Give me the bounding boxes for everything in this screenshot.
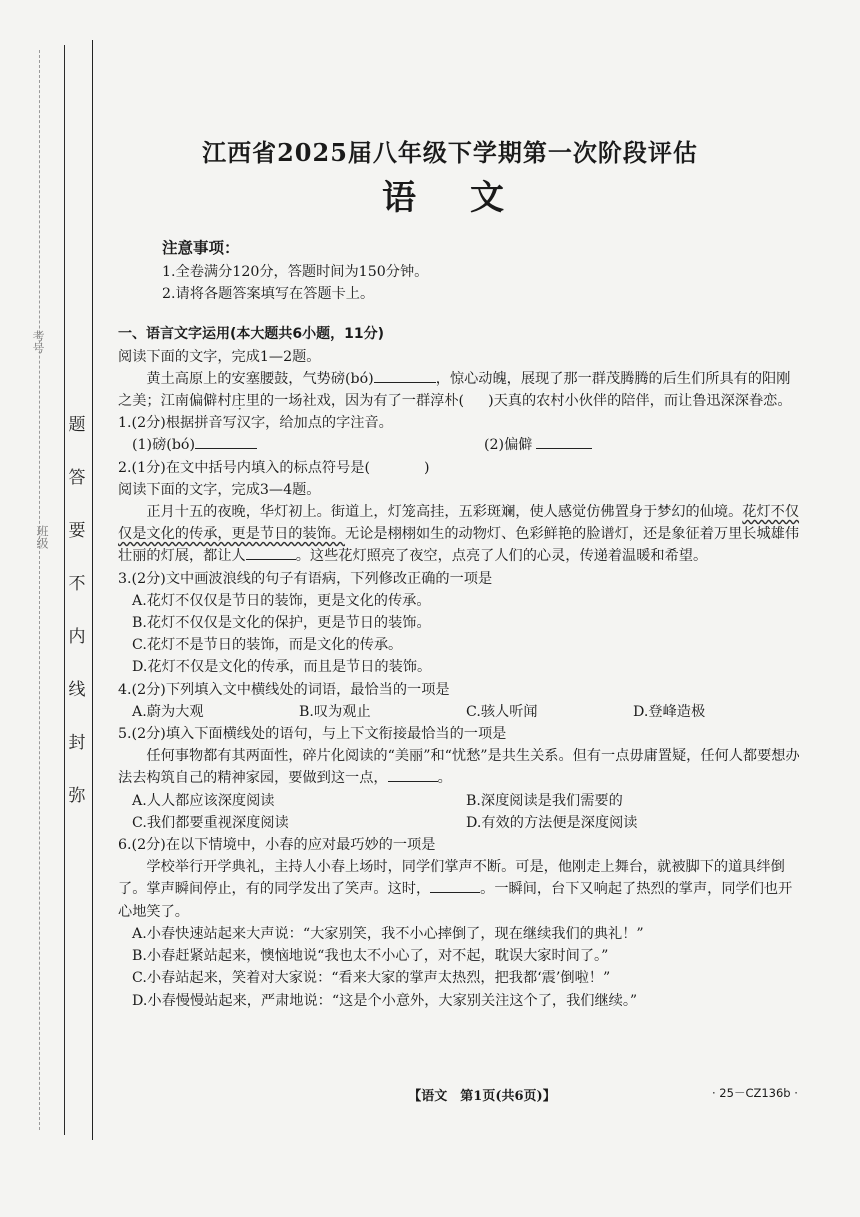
dotted-char: 僻 · — [203, 393, 217, 409]
blank — [388, 767, 438, 782]
blank — [195, 434, 257, 449]
passage-text: 黄土高原上的安塞腰鼓，气势磅(bó) — [146, 370, 374, 387]
exam-code: · 25－CZ136b · — [712, 1086, 798, 1100]
q5-options-row1 — [118, 790, 800, 812]
passage-1 — [118, 368, 800, 412]
passage-2 — [118, 501, 800, 568]
section-heading: 一、语言文字运用(本大题共6小题，11分) — [118, 326, 385, 343]
q6-passage — [118, 856, 800, 923]
seal-text — [64, 410, 90, 806]
passage-text: 无论是栩栩如生的动物灯、色彩鲜艳的脸谱灯，还是象征着万里长城雄伟壮丽的灯展，都让人 — [118, 526, 800, 565]
q2-text: 2.(1分)在文中括号内填入的标点符号是( — [118, 459, 370, 476]
q1-part-a: (1)磅(bó) — [132, 437, 195, 454]
binding-label-exam-number: 考号 — [31, 330, 45, 354]
question-1-stem: 1.(2分)根据拼音写汉字，给加点的字注音。 — [118, 415, 393, 432]
question-4-stem: 4.(2分)下列填入文中横线处的词语，最恰当的一项是 — [118, 681, 450, 698]
q4-option: A.蔚为大观 — [132, 703, 204, 720]
notice-heading: 注意事项： — [162, 238, 240, 257]
seal-char: 内 — [68, 627, 86, 647]
blank — [536, 434, 592, 449]
q3-option: B.花灯不仅仅是文化的保护，更是节日的装饰。 — [132, 615, 431, 632]
blank — [374, 368, 436, 383]
question-3-stem: 3.(2分)文中画波浪线的句子有语病，下列修改正确的一项是 — [118, 570, 493, 587]
q3-option: A.花灯不仅仅是节日的装饰，更是文化的传承。 — [132, 592, 431, 609]
q5-option: A.人人都应该深度阅读 — [132, 792, 275, 809]
passage-text: 正月十五的夜晚，华灯初上。街道上，灯笼高挂，五彩斑斓，使人感觉仿佛置身于梦幻的仙境。 — [146, 504, 743, 521]
seal-char: 弥 — [68, 786, 86, 806]
reading-intro-1: 阅读下面的文字，完成1—2题。 — [118, 348, 321, 365]
passage-text: 村庄里的一场社戏，因为有了一群淳朴( — [217, 393, 465, 410]
seal-char: 封 — [68, 733, 86, 753]
passage-text: ，惊心动魄，展现了那一群茂腾腾的后生们所具有的阳刚之美；江南偏 — [118, 370, 791, 410]
blank — [246, 545, 296, 560]
question-2-stem — [118, 457, 800, 479]
passage-text: 。这些花灯照亮了夜空，点亮了人们的心灵，传递着温暖和希望。 — [295, 548, 708, 565]
q5-passage — [118, 745, 800, 789]
passage-text: 任何事物都有其两面性，碎片化阅读的“美丽”和“忧愁”是共生关系。但有一点毋庸置疑，任何人都要想办法去构筑自己的精神家园，要做到这一点， — [118, 748, 800, 787]
q2-close: ) — [423, 459, 430, 476]
q1-part-b: (2)偏僻 — [484, 437, 533, 454]
question-5-stem: 5.(2分)填入下面横线处的语句，与上下文衔接最恰当的一项是 — [118, 726, 507, 743]
seal-char: 要 — [68, 521, 86, 541]
question-1-parts — [118, 434, 800, 456]
q3-option: C.花灯不是节日的装饰，而是文化的传承。 — [132, 637, 403, 654]
seal-char: 线 — [68, 680, 86, 700]
q6-option: D.小春慢慢站起来，严肃地说：“这是个小意外，大家别关注这个了，我们继续。” — [132, 992, 638, 1009]
passage-text: )天真的农村小伙伴的陪伴，而让鲁迅深深眷恋。 — [488, 393, 792, 410]
q4-options — [118, 701, 800, 723]
seal-char: 不 — [68, 574, 86, 594]
q4-option: C.骇人听闻 — [466, 703, 538, 720]
q3-option: D.花灯不仅是文化的传承，而且是节日的装饰。 — [132, 659, 432, 676]
passage-text: 。一瞬间，台下又响起了热烈的掌声，同学们也开心地笑了。 — [118, 881, 793, 920]
exam-content — [118, 235, 800, 1012]
passage-text: 学校举行开学典礼，主持人小春上场时，同学们掌声不断。可是，他刚走上舞台，就被脚下的道具绊倒了。掌声瞬间停止，有的同学发出了笑声。这时， — [118, 859, 785, 898]
q4-option: B.叹为观止 — [299, 703, 371, 720]
q5-option: D.有效的方法便是深度阅读 — [466, 814, 638, 831]
q5-options-row2 — [118, 812, 800, 834]
exam-title: 江西省2025届八年级下学期第一次阶段评估 — [202, 138, 698, 167]
notice-item: 1.全卷满分120分，答题时间为150分钟。 — [162, 264, 429, 280]
page-number: 【语文 第1页(共6页)】 — [408, 1089, 556, 1104]
q5-option: B.深度阅读是我们需要的 — [466, 792, 623, 809]
seal-char: 答 — [68, 468, 86, 488]
q6-option: C.小春站起来，笑着对大家说：“看来大家的掌声太热烈，把我都‘震’倒啦！” — [132, 970, 611, 987]
wavy-sentence: 花灯不仅仅是文化的传承，更是节日的装饰。 — [118, 504, 800, 543]
q4-option: D.登峰造极 — [633, 703, 706, 720]
q6-option: B.小春赶紧站起来，懊恼地说“我也太不小心了，对不起，耽误大家时间了。” — [132, 948, 609, 965]
subject-title: 语文 — [382, 178, 558, 218]
blank — [430, 878, 480, 893]
question-6-stem: 6.(2分)在以下情境中，小春的应对最巧妙的一项是 — [118, 837, 436, 854]
q6-option: A.小春快速站起来大声说：“大家别笑，我不小心摔倒了，现在继续我们的典礼！” — [132, 925, 644, 942]
notice-item: 2.请将各题答案填写在答题卡上。 — [162, 286, 375, 303]
reading-intro-2: 阅读下面的文字，完成3—4题。 — [118, 481, 321, 498]
seal-char: 题 — [68, 415, 86, 435]
binding-label-class: 班级 — [35, 525, 49, 549]
passage-text: 。 — [437, 770, 452, 787]
q5-option: C.我们都要重视深度阅读 — [132, 814, 289, 831]
